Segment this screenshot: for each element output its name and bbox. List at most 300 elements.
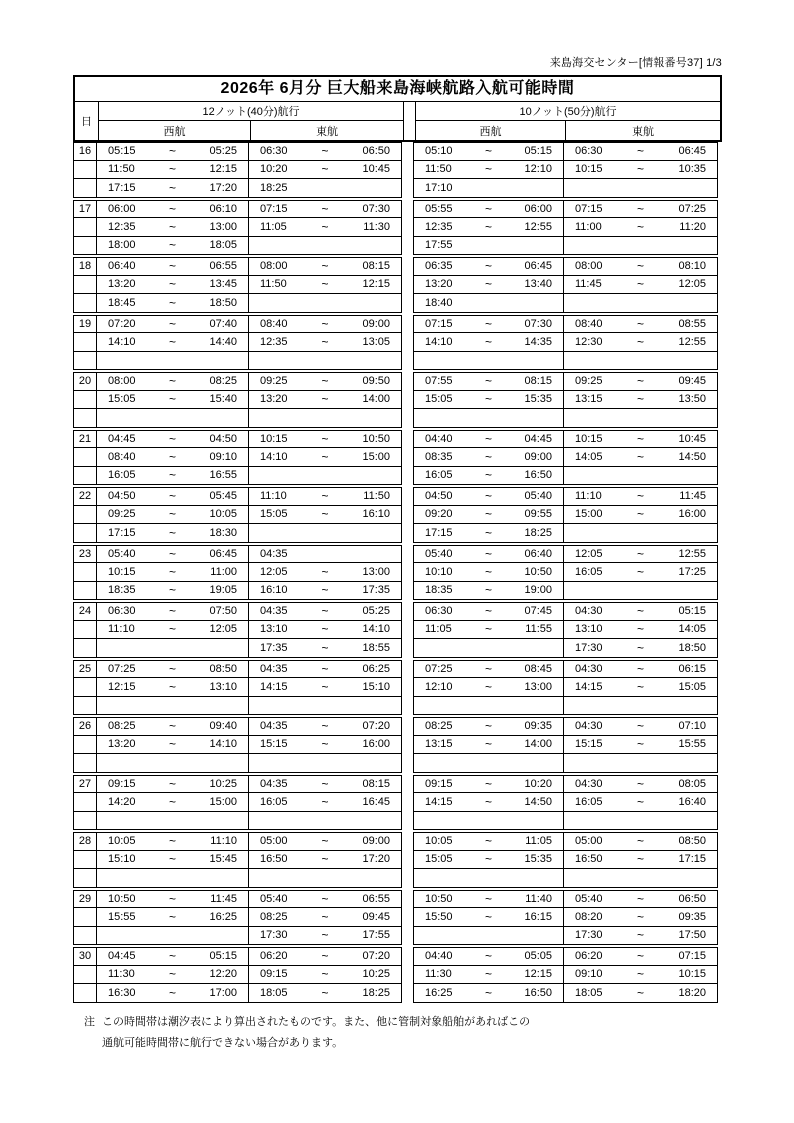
time-range-west-10kt: 14:10 ~ 14:35 [414, 333, 564, 352]
time-range-west-10kt: 14:15 ~ 14:50 [414, 793, 564, 812]
time-range-west-12kt: 14:20 ~ 15:00 [97, 793, 249, 812]
time-range-east-10kt [564, 869, 718, 888]
time-range-east-12kt [249, 869, 401, 888]
time-range-east-10kt: 04:30 ~ 08:05 [564, 775, 718, 794]
day-number: 29 [73, 890, 97, 909]
time-range-west-10kt: 05:10 ~ 05:15 [414, 142, 564, 161]
day-number [73, 563, 97, 582]
time-range-west-12kt: 07:20 ~ 07:40 [97, 315, 249, 334]
time-range-east-10kt [564, 582, 718, 601]
time-range-west-12kt [97, 639, 249, 658]
time-range-east-12kt: 13:10 ~ 14:10 [249, 621, 401, 640]
column-gap [401, 697, 414, 716]
time-range-west-10kt: 15:50 ~ 16:15 [414, 908, 564, 927]
time-range-west-12kt: 18:45 ~ 18:50 [97, 294, 249, 313]
time-range-east-12kt: 16:10 ~ 17:35 [249, 582, 401, 601]
day-number [73, 927, 97, 946]
time-range-west-10kt: 06:30 ~ 07:45 [414, 602, 564, 621]
column-gap [401, 869, 414, 888]
eastbound-header-12kt: 東航 [316, 125, 338, 138]
time-range-west-10kt [414, 812, 564, 831]
time-range-east-10kt: 13:15 ~ 13:50 [564, 391, 718, 410]
time-range-west-12kt: 18:00 ~ 18:05 [97, 237, 249, 256]
time-range-west-10kt: 18:35 ~ 19:00 [414, 582, 564, 601]
day-number [73, 678, 97, 697]
day-number: 28 [73, 832, 97, 851]
time-range-east-10kt: 08:00 ~ 08:10 [564, 257, 718, 276]
westbound-header-10kt: 西航 [416, 121, 566, 140]
time-range-east-12kt: 04:35 ~ 06:25 [249, 660, 401, 679]
time-range-east-12kt: 07:15 ~ 07:30 [249, 200, 401, 219]
page-title: 2026年 6月分 巨大船来島海峡航路入航可能時間 [75, 77, 720, 102]
time-range-west-10kt: 10:50 ~ 11:40 [414, 890, 564, 909]
day-number: 18 [73, 257, 97, 276]
time-range-east-12kt: 08:40 ~ 09:00 [249, 315, 401, 334]
day-number [73, 294, 97, 313]
time-range-west-12kt: 08:00 ~ 08:25 [97, 372, 249, 391]
day-number [73, 908, 97, 927]
day-block-19 [73, 315, 722, 371]
time-range-west-12kt: 15:10 ~ 15:45 [97, 851, 249, 870]
column-gap [401, 257, 414, 276]
time-range-east-12kt: 17:35 ~ 18:55 [249, 639, 401, 658]
column-gap [401, 754, 414, 773]
time-range-east-12kt: 17:30 ~ 17:55 [249, 927, 401, 946]
note-body [102, 1012, 530, 1054]
time-range-east-10kt [564, 294, 718, 313]
time-range-west-12kt: 15:55 ~ 16:25 [97, 908, 249, 927]
time-range-west-10kt: 04:40 ~ 05:05 [414, 947, 564, 966]
day-number [73, 736, 97, 755]
time-range-east-10kt [564, 812, 718, 831]
day-number: 30 [73, 947, 97, 966]
column-gap [401, 545, 414, 564]
column-gap [401, 947, 414, 966]
column-gap [401, 793, 414, 812]
time-range-west-10kt: 17:55 [414, 237, 564, 256]
time-range-west-12kt: 16:30 ~ 17:00 [97, 984, 249, 1003]
footer-note [84, 1012, 722, 1054]
time-range-east-10kt [564, 467, 718, 486]
day-number: 22 [73, 487, 97, 506]
day-block-28 [73, 832, 722, 888]
time-range-west-12kt: 18:35 ~ 19:05 [97, 582, 249, 601]
time-range-west-10kt: 13:15 ~ 14:00 [414, 736, 564, 755]
time-range-west-12kt: 13:20 ~ 14:10 [97, 736, 249, 755]
day-block-18 [73, 257, 722, 313]
time-range-west-10kt: 05:40 ~ 06:40 [414, 545, 564, 564]
time-range-east-10kt: 13:10 ~ 14:05 [564, 621, 718, 640]
time-range-east-10kt: 04:30 ~ 06:15 [564, 660, 718, 679]
time-range-east-12kt: 11:05 ~ 11:30 [249, 218, 401, 237]
group-header-10kt: 10ノット(50分)航行 [416, 102, 720, 121]
column-gap [401, 487, 414, 506]
time-range-west-10kt: 11:50 ~ 12:10 [414, 161, 564, 180]
time-range-east-12kt: 12:35 ~ 13:05 [249, 333, 401, 352]
time-range-east-12kt [249, 812, 401, 831]
time-range-east-10kt: 11:00 ~ 11:20 [564, 218, 718, 237]
timetable [73, 75, 722, 1054]
time-range-west-12kt: 06:00 ~ 06:10 [97, 200, 249, 219]
time-range-west-12kt: 10:50 ~ 11:45 [97, 890, 249, 909]
day-number [73, 621, 97, 640]
day-number: 21 [73, 430, 97, 449]
time-range-east-12kt: 10:20 ~ 10:45 [249, 161, 401, 180]
time-range-west-12kt [97, 927, 249, 946]
column-gap [401, 717, 414, 736]
column-gap [401, 621, 414, 640]
time-range-west-12kt: 12:35 ~ 13:00 [97, 218, 249, 237]
day-block-26 [73, 717, 722, 773]
time-range-east-12kt: 13:20 ~ 14:00 [249, 391, 401, 410]
day-block-30 [73, 947, 722, 1003]
time-range-east-10kt: 14:15 ~ 15:05 [564, 678, 718, 697]
time-range-east-10kt: 10:15 ~ 10:35 [564, 161, 718, 180]
day-number: 25 [73, 660, 97, 679]
time-range-east-10kt: 04:30 ~ 07:10 [564, 717, 718, 736]
time-range-west-10kt: 15:05 ~ 15:35 [414, 391, 564, 410]
time-range-west-10kt: 08:25 ~ 09:35 [414, 717, 564, 736]
time-range-east-10kt: 08:40 ~ 08:55 [564, 315, 718, 334]
time-range-west-10kt: 08:35 ~ 09:00 [414, 448, 564, 467]
column-gap [401, 890, 414, 909]
column-gap [401, 409, 414, 428]
column-gap [401, 506, 414, 525]
day-number: 17 [73, 200, 97, 219]
day-number [73, 179, 97, 198]
time-range-east-12kt [249, 467, 401, 486]
column-gap [401, 927, 414, 946]
day-number: 16 [73, 142, 97, 161]
time-range-east-12kt: 06:20 ~ 07:20 [249, 947, 401, 966]
time-range-west-12kt: 05:40 ~ 06:45 [97, 545, 249, 564]
timetable-header [73, 75, 722, 142]
column-gap [401, 352, 414, 371]
column-gap [401, 315, 414, 334]
time-range-west-12kt: 17:15 ~ 18:30 [97, 524, 249, 543]
time-range-east-12kt [249, 237, 401, 256]
time-range-west-10kt: 17:10 [414, 179, 564, 198]
time-range-west-12kt: 13:20 ~ 13:45 [97, 276, 249, 295]
time-range-east-10kt: 18:05 ~ 18:20 [564, 984, 718, 1003]
time-range-east-12kt [249, 409, 401, 428]
time-range-west-10kt: 10:05 ~ 11:05 [414, 832, 564, 851]
day-number: 27 [73, 775, 97, 794]
column-gap [401, 812, 414, 831]
time-range-east-12kt: 18:25 [249, 179, 401, 198]
column-gap [401, 237, 414, 256]
column-headers [75, 102, 720, 140]
time-range-east-12kt: 11:10 ~ 11:50 [249, 487, 401, 506]
time-range-west-10kt [414, 927, 564, 946]
day-number [73, 582, 97, 601]
time-range-west-12kt: 09:15 ~ 10:25 [97, 775, 249, 794]
time-range-west-12kt: 04:50 ~ 05:45 [97, 487, 249, 506]
day-number: 24 [73, 602, 97, 621]
note-line-2: 通航可能時間帯に航行できない場合があります。 [102, 1036, 344, 1049]
time-range-east-10kt [564, 179, 718, 198]
column-gap [401, 200, 414, 219]
time-range-west-12kt: 17:15 ~ 17:20 [97, 179, 249, 198]
column-gap [401, 276, 414, 295]
time-range-east-12kt: 09:15 ~ 10:25 [249, 966, 401, 985]
time-range-east-10kt [564, 352, 718, 371]
time-range-east-10kt: 12:30 ~ 12:55 [564, 333, 718, 352]
time-range-west-10kt: 04:40 ~ 04:45 [414, 430, 564, 449]
corner-info-text: 来島海交センター[情報番号37] 1/3 [549, 57, 722, 69]
day-column-header: 日 [75, 102, 99, 140]
column-gap [401, 966, 414, 985]
time-range-west-10kt [414, 409, 564, 428]
time-range-east-12kt: 14:15 ~ 15:10 [249, 678, 401, 697]
time-range-west-12kt: 16:05 ~ 16:55 [97, 467, 249, 486]
time-range-east-10kt: 17:30 ~ 17:50 [564, 927, 718, 946]
time-range-east-10kt: 10:15 ~ 10:45 [564, 430, 718, 449]
time-range-west-10kt: 09:15 ~ 10:20 [414, 775, 564, 794]
time-range-west-10kt [414, 697, 564, 716]
time-range-west-12kt [97, 697, 249, 716]
column-gap [401, 851, 414, 870]
day-number [73, 352, 97, 371]
time-range-west-10kt: 12:10 ~ 13:00 [414, 678, 564, 697]
day-number [73, 409, 97, 428]
column-gap [401, 448, 414, 467]
day-number [73, 966, 97, 985]
time-range-west-10kt: 11:30 ~ 12:15 [414, 966, 564, 985]
time-range-west-10kt: 12:35 ~ 12:55 [414, 218, 564, 237]
time-range-east-12kt: 08:00 ~ 08:15 [249, 257, 401, 276]
column-gap [401, 294, 414, 313]
column-gap [401, 639, 414, 658]
day-number [73, 506, 97, 525]
time-range-west-12kt: 06:40 ~ 06:55 [97, 257, 249, 276]
time-range-west-12kt: 06:30 ~ 07:50 [97, 602, 249, 621]
time-range-west-12kt [97, 869, 249, 888]
time-range-east-12kt: 04:35 ~ 07:20 [249, 717, 401, 736]
time-range-west-10kt: 05:55 ~ 06:00 [414, 200, 564, 219]
time-range-east-12kt: 14:10 ~ 15:00 [249, 448, 401, 467]
day-block-25 [73, 660, 722, 716]
westbound-header-12kt: 西航 [99, 121, 251, 140]
day-number [73, 869, 97, 888]
column-gap [401, 179, 414, 198]
column-gap [401, 736, 414, 755]
day-number: 23 [73, 545, 97, 564]
time-range-west-12kt: 11:50 ~ 12:15 [97, 161, 249, 180]
eastbound-header-10kt: 東航 [632, 125, 654, 138]
time-range-west-10kt: 07:55 ~ 08:15 [414, 372, 564, 391]
day-number [73, 793, 97, 812]
time-range-west-12kt: 08:40 ~ 09:10 [97, 448, 249, 467]
column-gap [401, 391, 414, 410]
time-range-west-10kt [414, 869, 564, 888]
time-range-east-10kt: 16:50 ~ 17:15 [564, 851, 718, 870]
time-range-west-10kt: 11:05 ~ 11:55 [414, 621, 564, 640]
day-number [73, 391, 97, 410]
time-range-west-10kt: 15:05 ~ 15:35 [414, 851, 564, 870]
column-gap [401, 775, 414, 794]
time-range-west-12kt: 04:45 ~ 04:50 [97, 430, 249, 449]
time-range-east-12kt [249, 754, 401, 773]
day-number [73, 812, 97, 831]
day-block-27 [73, 775, 722, 831]
day-number [73, 524, 97, 543]
time-range-east-10kt [564, 524, 718, 543]
time-range-east-12kt: 04:35 [249, 545, 401, 564]
time-range-east-12kt: 16:05 ~ 16:45 [249, 793, 401, 812]
day-block-20 [73, 372, 722, 428]
time-range-east-12kt: 16:50 ~ 17:20 [249, 851, 401, 870]
time-range-east-10kt: 15:15 ~ 15:55 [564, 736, 718, 755]
time-range-east-12kt: 05:40 ~ 06:55 [249, 890, 401, 909]
time-range-west-10kt: 13:20 ~ 13:40 [414, 276, 564, 295]
time-range-east-10kt [564, 409, 718, 428]
time-range-east-12kt: 04:35 ~ 05:25 [249, 602, 401, 621]
time-range-west-12kt: 12:15 ~ 13:10 [97, 678, 249, 697]
day-number [73, 333, 97, 352]
day-block-29 [73, 890, 722, 946]
time-range-west-10kt [414, 352, 564, 371]
day-number [73, 467, 97, 486]
column-gap [401, 467, 414, 486]
time-range-west-12kt: 05:15 ~ 05:25 [97, 142, 249, 161]
time-range-east-10kt: 16:05 ~ 17:25 [564, 563, 718, 582]
time-range-west-10kt: 09:20 ~ 09:55 [414, 506, 564, 525]
time-range-east-10kt: 09:25 ~ 09:45 [564, 372, 718, 391]
time-range-east-12kt: 15:15 ~ 16:00 [249, 736, 401, 755]
time-range-west-12kt [97, 754, 249, 773]
day-block-23 [73, 545, 722, 601]
time-range-west-12kt: 15:05 ~ 15:40 [97, 391, 249, 410]
day-block-16 [73, 142, 722, 198]
time-range-west-10kt [414, 639, 564, 658]
note-line-1: この時間帯は潮汐表により算出されたものです。また、他に管制対象船舶があればこの [102, 1015, 531, 1028]
time-range-east-10kt: 07:15 ~ 07:25 [564, 200, 718, 219]
day-block-17 [73, 200, 722, 256]
day-block-24 [73, 602, 722, 658]
day-blocks [73, 142, 722, 1003]
time-range-east-12kt: 12:05 ~ 13:00 [249, 563, 401, 582]
time-range-east-12kt: 04:35 ~ 08:15 [249, 775, 401, 794]
time-range-west-10kt: 17:15 ~ 18:25 [414, 524, 564, 543]
time-range-east-12kt: 08:25 ~ 09:45 [249, 908, 401, 927]
time-range-east-10kt [564, 754, 718, 773]
time-range-east-12kt: 18:05 ~ 18:25 [249, 984, 401, 1003]
column-gap [401, 908, 414, 927]
group-header-12kt: 12ノット(40分)航行 [99, 102, 403, 121]
time-range-east-12kt [249, 697, 401, 716]
time-range-east-10kt: 05:00 ~ 08:50 [564, 832, 718, 851]
time-range-west-12kt: 07:25 ~ 08:50 [97, 660, 249, 679]
column-gap [401, 524, 414, 543]
column-gap [401, 660, 414, 679]
time-range-east-10kt: 04:30 ~ 05:15 [564, 602, 718, 621]
time-range-east-10kt: 11:10 ~ 11:45 [564, 487, 718, 506]
time-range-east-12kt [249, 352, 401, 371]
time-range-west-12kt: 08:25 ~ 09:40 [97, 717, 249, 736]
time-range-west-12kt [97, 409, 249, 428]
time-range-west-10kt: 18:40 [414, 294, 564, 313]
day-number [73, 237, 97, 256]
day-number: 20 [73, 372, 97, 391]
time-range-east-12kt: 11:50 ~ 12:15 [249, 276, 401, 295]
day-block-21 [73, 430, 722, 486]
note-label: 注 [84, 1015, 95, 1028]
time-range-east-12kt: 15:05 ~ 16:10 [249, 506, 401, 525]
day-number [73, 697, 97, 716]
time-range-east-10kt: 09:10 ~ 10:15 [564, 966, 718, 985]
day-block-22 [73, 487, 722, 543]
column-gap [401, 161, 414, 180]
time-range-west-12kt [97, 352, 249, 371]
time-range-east-12kt [249, 294, 401, 313]
time-range-east-10kt [564, 237, 718, 256]
time-range-west-10kt: 10:10 ~ 10:50 [414, 563, 564, 582]
column-gap [401, 984, 414, 1003]
time-range-east-10kt: 12:05 ~ 12:55 [564, 545, 718, 564]
day-number [73, 161, 97, 180]
column-gap [401, 430, 414, 449]
day-number [73, 984, 97, 1003]
day-number [73, 218, 97, 237]
time-range-west-10kt [414, 754, 564, 773]
column-gap [401, 678, 414, 697]
time-range-east-10kt: 15:00 ~ 16:00 [564, 506, 718, 525]
day-number [73, 754, 97, 773]
time-range-east-12kt: 09:25 ~ 09:50 [249, 372, 401, 391]
column-gap [401, 218, 414, 237]
time-range-west-10kt: 16:05 ~ 16:50 [414, 467, 564, 486]
time-range-east-10kt: 16:05 ~ 16:40 [564, 793, 718, 812]
time-range-west-10kt: 06:35 ~ 06:45 [414, 257, 564, 276]
column-gap [401, 142, 414, 161]
time-range-west-12kt: 14:10 ~ 14:40 [97, 333, 249, 352]
column-gap [401, 372, 414, 391]
time-range-east-10kt: 14:05 ~ 14:50 [564, 448, 718, 467]
time-range-east-12kt [249, 524, 401, 543]
time-range-east-10kt [564, 697, 718, 716]
time-range-west-10kt: 04:50 ~ 05:40 [414, 487, 564, 506]
time-range-east-10kt: 08:20 ~ 09:35 [564, 908, 718, 927]
day-number [73, 639, 97, 658]
day-number: 26 [73, 717, 97, 736]
time-range-west-12kt: 04:45 ~ 05:15 [97, 947, 249, 966]
column-gap [401, 602, 414, 621]
time-range-east-12kt: 05:00 ~ 09:00 [249, 832, 401, 851]
column-gap [401, 563, 414, 582]
time-range-east-10kt: 17:30 ~ 18:50 [564, 639, 718, 658]
time-range-east-10kt: 05:40 ~ 06:50 [564, 890, 718, 909]
day-number [73, 851, 97, 870]
time-range-east-10kt: 11:45 ~ 12:05 [564, 276, 718, 295]
time-range-east-10kt: 06:20 ~ 07:15 [564, 947, 718, 966]
time-range-west-12kt: 10:15 ~ 11:00 [97, 563, 249, 582]
time-range-west-12kt: 11:10 ~ 12:05 [97, 621, 249, 640]
time-range-west-12kt [97, 812, 249, 831]
day-number [73, 448, 97, 467]
column-gap [401, 582, 414, 601]
time-range-west-10kt: 07:15 ~ 07:30 [414, 315, 564, 334]
time-range-west-12kt: 10:05 ~ 11:10 [97, 832, 249, 851]
time-range-east-12kt: 10:15 ~ 10:50 [249, 430, 401, 449]
time-range-west-12kt: 11:30 ~ 12:20 [97, 966, 249, 985]
column-gap [401, 333, 414, 352]
time-range-west-12kt: 09:25 ~ 10:05 [97, 506, 249, 525]
time-range-east-10kt: 06:30 ~ 06:45 [564, 142, 718, 161]
time-range-west-10kt: 07:25 ~ 08:45 [414, 660, 564, 679]
day-number [73, 276, 97, 295]
time-range-west-10kt: 16:25 ~ 16:50 [414, 984, 564, 1003]
